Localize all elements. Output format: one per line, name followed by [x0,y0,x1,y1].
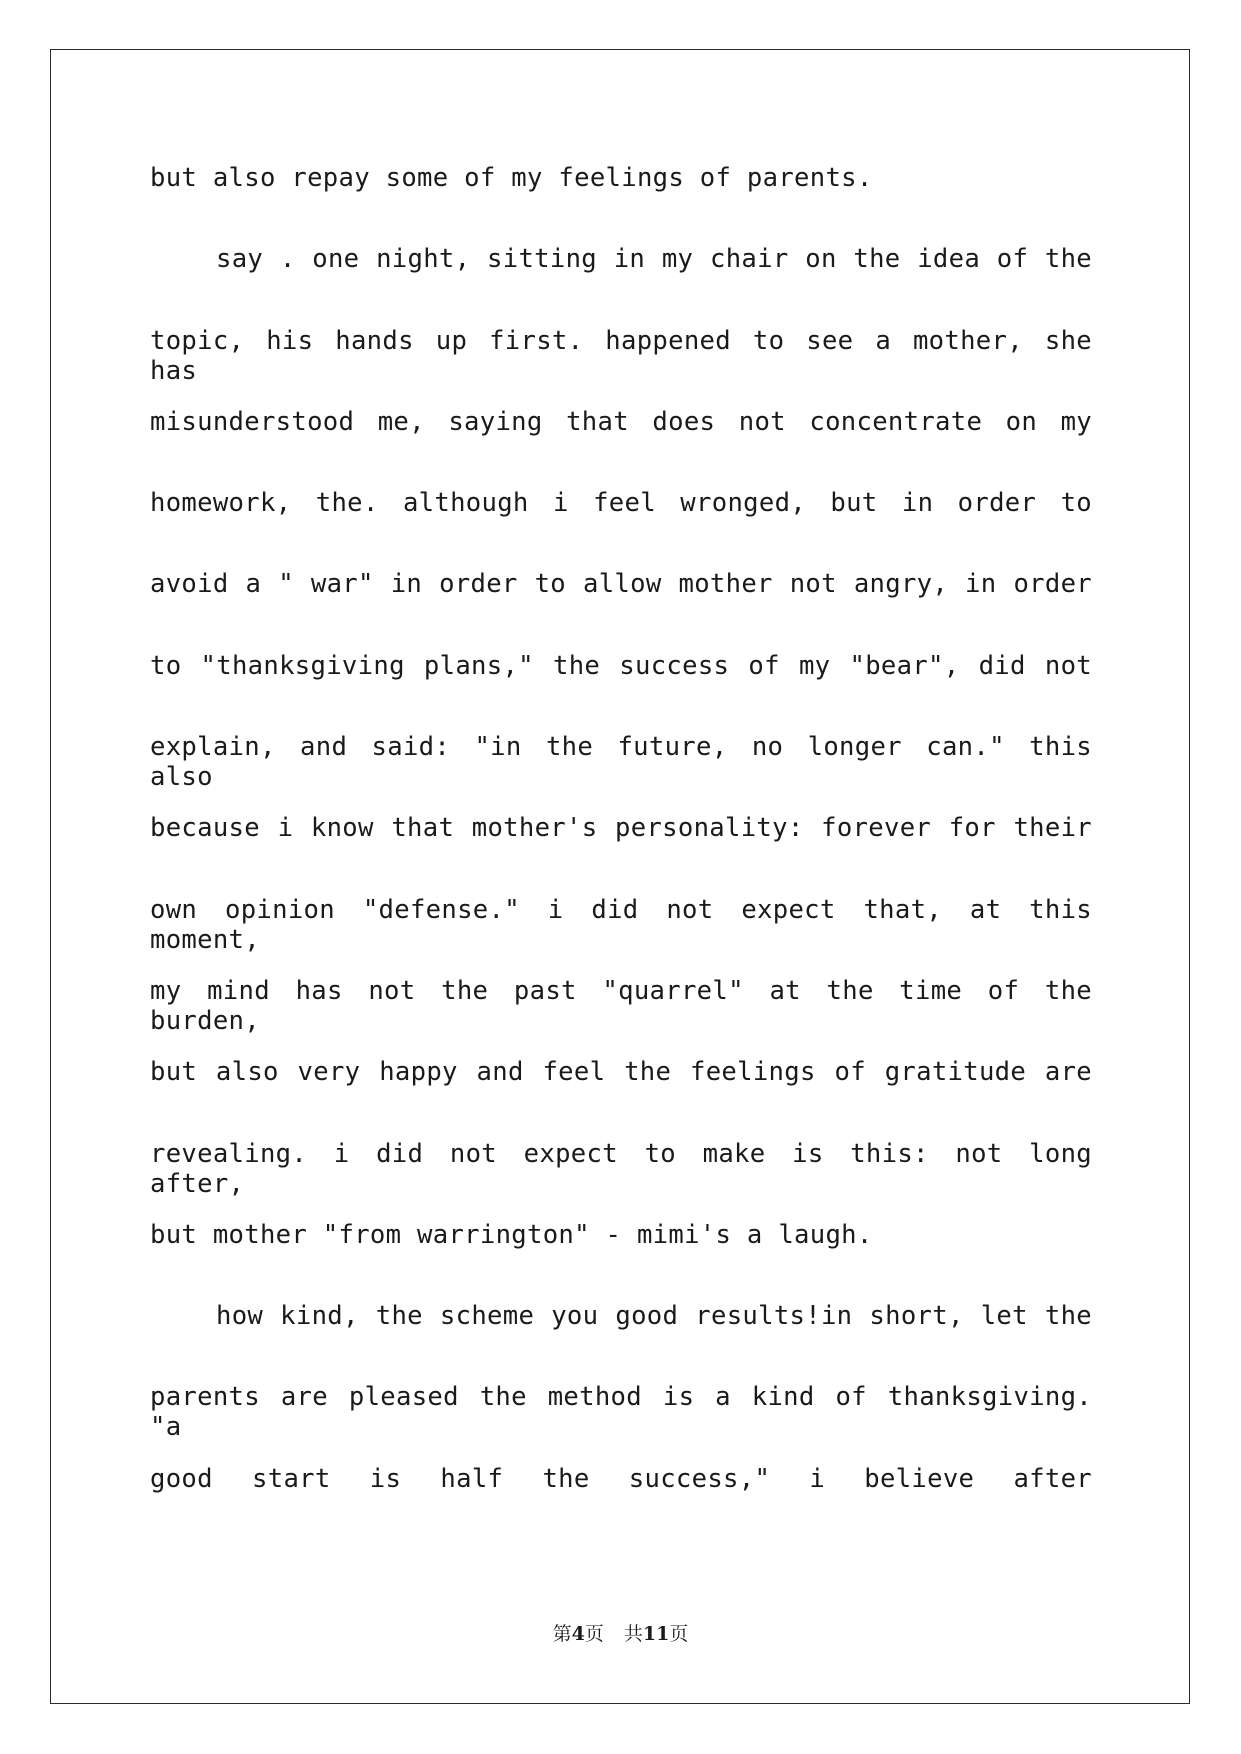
text-line: avoid a " war" in order to allow mother not angry, in order [150,569,1092,600]
footer-page-number: 4 [571,1623,585,1645]
text-line: but also very happy and feel the feelings of gratitude are [150,1057,1092,1088]
document-body [150,163,1092,1545]
text-line: my mind has not the past "quarrel" at the time of the burden, [150,975,1092,1036]
text-line: homework, the. although i feel wronged, but in order to [150,488,1092,519]
page-footer [0,1619,1241,1646]
footer-page-prefix: 第 [552,1623,572,1645]
text-line: but also repay some of my feelings of parents. [150,163,873,193]
text-line: parents are pleased the method is a kind of thanksgiving. "a [150,1382,1092,1443]
text-line: to "thanksgiving plans," the success of my "bear", did not [150,650,1092,681]
footer-total-prefix: 共 [623,1623,643,1645]
text-line: but mother "from warrington" - mimi's a laugh. [150,1219,873,1250]
text-line: because i know that mother's personality: forever for their [150,813,1092,844]
footer-total-suffix: 页 [669,1623,689,1645]
text-line: misunderstood me, saying that does not concentrate on my [150,406,1092,437]
text-line: own opinion "defense." i did not expect that, at this moment, [150,894,1092,955]
text-line: explain, and said: "in the future, no longer can." this also [150,732,1092,793]
text-line: how kind, the scheme you good results!in short, let the [216,1301,1092,1332]
text-line: topic, his hands up first. happened to see a mother, she has [150,325,1092,386]
text-line: revealing. i did not expect to make is this: not long after, [150,1138,1092,1199]
text-line: say . one night, sitting in my chair on the idea of the [216,244,1092,275]
footer-total-pages: 11 [642,1623,670,1645]
footer-page-suffix: 页 [584,1623,604,1645]
text-line: good start is half the success," i believe after [150,1463,1092,1494]
